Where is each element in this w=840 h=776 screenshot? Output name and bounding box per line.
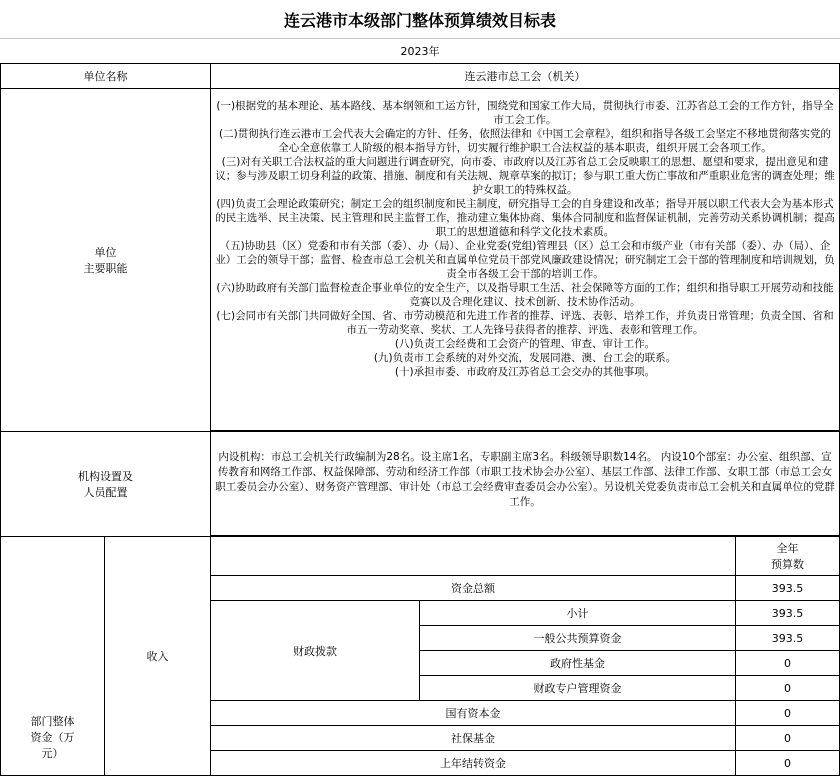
main-duties-label-line1: 单位 <box>94 246 117 259</box>
duty-item: (七)会同市有关部门共同做好全国、省、市劳动模范和先进工作者的推荐、评选、表彰、培养工作，并负责日常管理；负责全国、省和市五一劳动奖章、奖状、工人先锋号获得者的推荐、评选、表彰和管理工作。 <box>216 310 834 336</box>
subtotal-label: 小计 <box>419 600 736 626</box>
unit-name-label: 单位名称 <box>0 63 211 89</box>
gov-fund-value: 0 <box>735 650 840 676</box>
general-budget-label: 一般公共预算资金 <box>419 625 736 651</box>
duty-item: (三)对有关职工合法权益的重大问题进行调查研究，向市委、市政府以及江苏省总工会反映职工的思想、愿望和要求，提出意见和建议；参与涉及职工切身利益的政策、措施、制度和有关法规、规章草案的拟订；参与职工重大伤亡事故和严重职业危害的调查处理；维护女职工的特殊权益。 <box>215 156 835 196</box>
unit-name-value: 连云港市总工会（机关） <box>210 63 840 89</box>
main-duties-text <box>210 88 840 431</box>
duty-item: （五)协助县（区）党委和市有关部（委）、办（局）、企业党委(党组)管理县（区）总工会和市级产业（市有关部（委）、办（局）、企业）工会的领导干部；监督、检查市总工会机关和直属单位党员干部党风廉政建设情况；研究制定工会干部的管理制度和培训规划，负责全市各级工会干部的培训工作。 <box>215 240 835 280</box>
table-year: 2023年 <box>0 38 840 64</box>
main-duties-label <box>0 88 211 432</box>
funds-section-label-line3: 元） <box>41 747 64 760</box>
carryover-label: 上年结转资金 <box>210 750 736 776</box>
subtotal-value: 393.5 <box>735 600 840 626</box>
funds-section-label-line1: 部门整体 <box>30 715 75 728</box>
annual-budget-header-line2: 预算数 <box>771 558 804 571</box>
org-label <box>0 431 211 537</box>
funds-header-blank <box>210 536 736 576</box>
duty-item: (二)贯彻执行连云港市工会代表大会确定的方针、任务，依照法律和《中国工会章程》，组织和指导各级工会坚定不移地贯彻落实党的全心全意依靠工人阶级的根本指导方针，切实履行维护职工合法权益的基本职责，组织开展工会各项工作。 <box>219 128 831 154</box>
social-fund-value: 0 <box>735 725 840 751</box>
duty-item: (四)负责工会理论政策研究；制定工会的组织制度和民主制度，研究指导工会的自身建设和改革；指导开展以职工代表大会为基本形式的民主选举、民主决策、民主管理和民主监督工作，推动建立集体协商、集体合同制度和监督保证机制，完善劳动关系协调机制；提高职工的思想道德和科学文化技术素质。 <box>215 198 835 238</box>
special-account-value: 0 <box>735 675 840 701</box>
fiscal-allocation-label: 财政拨款 <box>210 600 420 701</box>
funds-section-label <box>0 536 105 776</box>
main-duties-label-line2: 主要职能 <box>83 262 128 275</box>
state-capital-value: 0 <box>735 700 840 726</box>
social-fund-label: 社保基金 <box>210 725 736 751</box>
total-funds-label: 资金总额 <box>210 575 736 601</box>
gov-fund-label: 政府性基金 <box>419 650 736 676</box>
table-title: 连云港市本级部门整体预算绩效目标表 <box>0 0 840 39</box>
annual-budget-header-line1: 全年 <box>776 542 799 555</box>
income-label: 收入 <box>104 536 211 776</box>
general-budget-value: 393.5 <box>735 625 840 651</box>
duty-item: (一)根据党的基本理论、基本路线、基本纲领和工运方针，围绕党和国家工作大局，贯彻执行市委、江苏省总工会的工作方针，指导全市工会工作。 <box>216 100 834 126</box>
org-text: 内设机构：市总工会机关行政编制为28名。设主席1名，专职副主席3名。科级领导职数14名。 内设10个部室：办公室、组织部、宣传教育和网络工作部、权益保障部、劳动和经济工作部（市职工技术协会办公室）、基层工作部、法律工作部、女职工部（市总工会女职工委员会办公室）、财务资产管理部、审计处（市总工会经费审查委员会办公室）。另设机关党委负责市总工会机关和直属单位的党群工作。 <box>210 431 840 536</box>
duty-item: (十)承担市委、市政府及江苏省总工会交办的其他事项。 <box>394 366 656 378</box>
duty-item: (六)协助政府有关部门监督检查企事业单位的安全生产，以及指导职工生活、社会保障等方面的工作；组织和指导职工开展劳动和技能竞赛以及合理化建议、技术创新、技术协作活动。 <box>216 282 834 308</box>
org-label-line2: 人员配置 <box>83 486 128 499</box>
annual-budget-header <box>735 536 840 576</box>
state-capital-label: 国有资本金 <box>210 700 736 726</box>
total-funds-value: 393.5 <box>735 575 840 601</box>
special-account-label: 财政专户管理资金 <box>419 675 736 701</box>
funds-section-label-line2: 资金（万 <box>30 731 75 744</box>
org-label-line1: 机构设置及 <box>78 470 133 483</box>
duty-item: (九)负责市工会系统的对外交流，发展同港、澳、台工会的联系。 <box>373 352 677 364</box>
duty-item: (八)负责工会经费和工会资产的管理、审查、审计工作。 <box>394 338 656 350</box>
carryover-value: 0 <box>735 750 840 776</box>
